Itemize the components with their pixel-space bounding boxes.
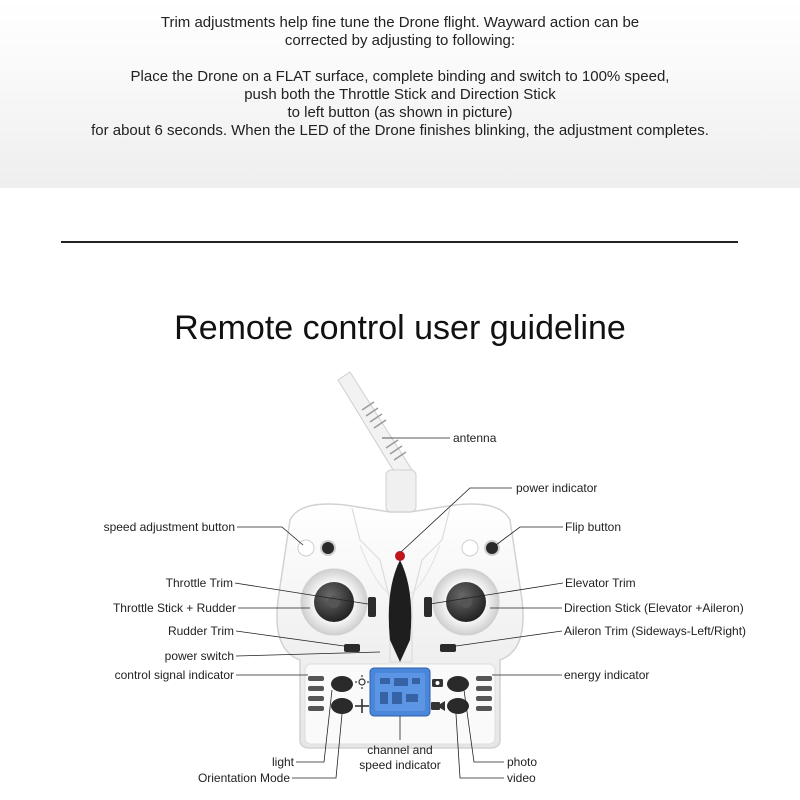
video-icon <box>431 701 445 711</box>
aileron-trim[interactable] <box>440 644 456 652</box>
throttle-trim[interactable] <box>368 597 376 617</box>
elevator-trim[interactable] <box>424 597 432 617</box>
instructions-panel <box>0 0 800 188</box>
intro-line: for about 6 seconds. When the LED of the Drone finishes blinking, the adjustment completes. <box>91 122 709 139</box>
label-light: light <box>271 755 294 769</box>
label-throttle-trim: Throttle Trim <box>165 576 233 590</box>
label-orientation-mode: Orientation Mode <box>197 771 290 785</box>
intro-line: push both the Throttle Stick and Direction Stick <box>244 86 556 103</box>
speed-adjustment-button-dark[interactable] <box>321 541 335 555</box>
label-aileron-trim: Aileron Trim (Sideways-Left/Right) <box>564 624 747 638</box>
label-channel-speed-2: speed indicator <box>359 758 441 772</box>
label-direction-stick: Direction Stick (Elevator +Aileron) <box>564 601 744 615</box>
light-button[interactable] <box>331 676 353 692</box>
label-channel-speed-1: channel and <box>367 743 433 757</box>
label-throttle-stick: Throttle Stick + Rudder <box>112 601 236 615</box>
trim-instructions <box>0 14 800 140</box>
section-divider <box>61 241 738 243</box>
antenna-icon <box>338 372 416 512</box>
camera-icon <box>432 679 443 687</box>
label-antenna: antenna <box>453 431 497 445</box>
lcd-screen <box>370 668 430 716</box>
orientation-mode-button[interactable] <box>331 698 353 714</box>
power-led <box>395 551 405 561</box>
intro-line: corrected by adjusting to following: <box>284 32 516 49</box>
label-video: video <box>507 771 536 785</box>
rudder-trim[interactable] <box>344 644 360 652</box>
label-elevator-trim: Elevator Trim <box>565 576 636 590</box>
intro-line: Trim adjustments help fine tune the Drone flight. Wayward action can be <box>160 14 640 31</box>
flip-button-light[interactable] <box>462 540 478 556</box>
page-title: Remote control user guideline <box>174 308 626 347</box>
photo-button[interactable] <box>447 676 469 692</box>
intro-line: Place the Drone on a FLAT surface, complete binding and switch to 100% speed, <box>130 68 670 85</box>
intro-line: to left button (as shown in picture) <box>287 104 513 121</box>
flip-button[interactable] <box>485 541 499 555</box>
label-speed-adjustment-button: speed adjustment button <box>103 520 235 534</box>
label-power-switch: power switch <box>164 649 234 663</box>
label-power-indicator: power indicator <box>516 481 598 495</box>
label-flip-button: Flip button <box>565 520 622 534</box>
label-energy-indicator: energy indicator <box>564 668 650 682</box>
label-photo: photo <box>507 755 538 769</box>
label-control-signal-indicator: control signal indicator <box>114 668 234 682</box>
label-rudder-trim: Rudder Trim <box>167 624 234 638</box>
